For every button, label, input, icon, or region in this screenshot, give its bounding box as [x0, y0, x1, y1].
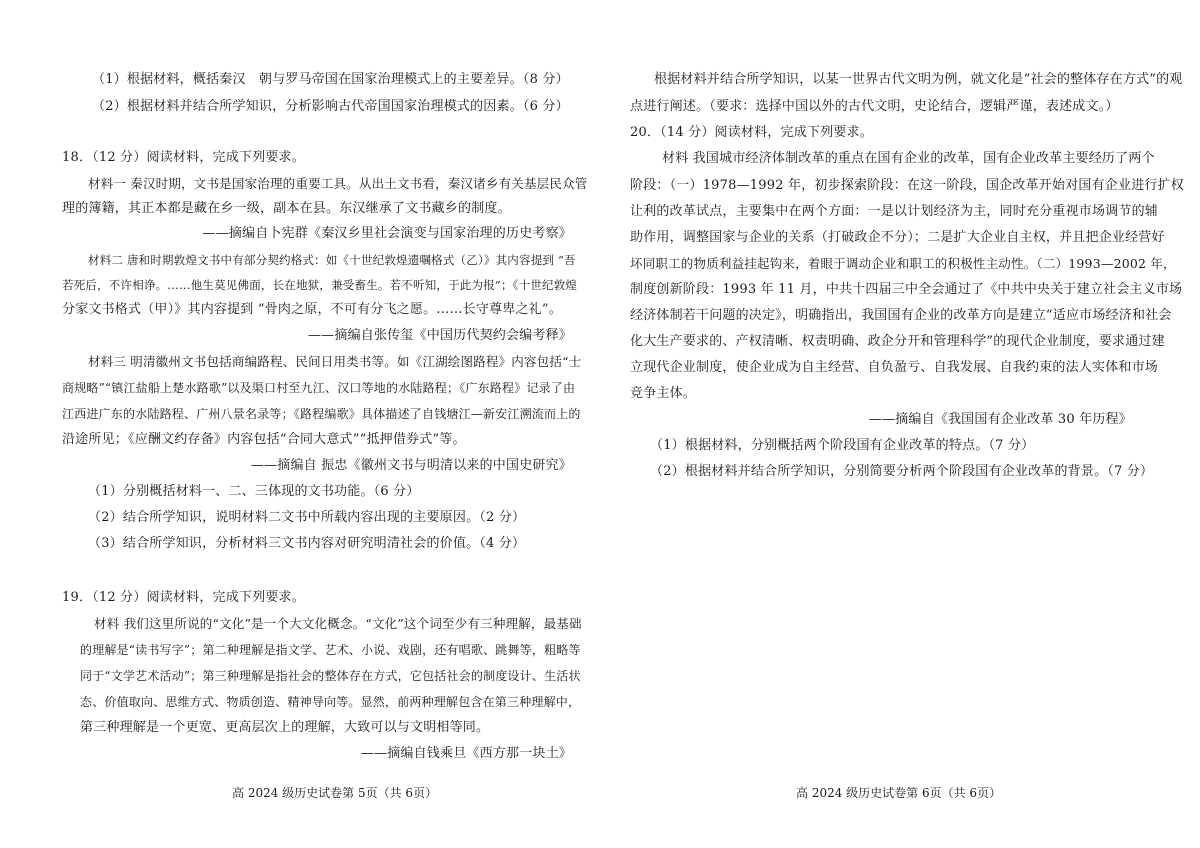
- q18-material1-source: ——摘编自卜宪群《秦汉乡里社会演变与国家治理的历史考察》: [202, 226, 572, 241]
- q20-material-line: 材料 我国城市经济体制改革的重点在国有企业的改革，国有企业改革主要经历了两个: [662, 151, 1155, 166]
- q19-material-line: 材料 我们这里所说的“文化”是一个大文化概念。“文化”这个词至少有三种理解，最基础: [94, 616, 582, 631]
- q18-material1-line: 材料一 秦汉时期，文书是国家治理的重要工具。从出土文书看，秦汉诸乡有关基层民众管: [88, 176, 588, 191]
- q19-task-line: 根据材料并结合所学知识，以某一世界古代文明为例，就文化是“社会的整体存在方式”的观: [654, 72, 1183, 87]
- q18-material3-line: 材料三 明清徽州文书包括商编路程、民间日用类书等。如《江湖绘图路程》内容包括“士: [88, 354, 582, 369]
- q18-material2-line: 分家文书格式（甲）》其内容提到 “骨肉之原，不可有分飞之愿。……长守尊卑之礼”。: [62, 302, 562, 317]
- q19-material-source: ——摘编自钱乘旦《西方那一块土》: [360, 746, 572, 761]
- q19-task-line: 点进行阐述。（要求：选择中国以外的古代文明，史论结合，逻辑严谨，表述成文。）: [630, 99, 1119, 114]
- q20-material-line: 经济体制若干问题的决定》，明确指出，我国国有企业的改革方向是建立“适应市场经济和社会: [630, 308, 1172, 323]
- q18-heading: 18．（12 分）阅读材料，完成下列要求。: [62, 150, 305, 165]
- q20-material-line: 竞争主体。: [630, 386, 697, 401]
- q18-material2-source: ——摘编自张传玺《中国历代契约会编考释》: [307, 328, 572, 343]
- q20-material-source: ——摘编自《我国国有企业改革 30 年历程》: [868, 412, 1132, 427]
- page-footer: 高 2024 级历史试卷第 6页（共 6页）: [796, 786, 1002, 800]
- q18-subquestion-2: （2）结合所学知识，说明材料二文书中所载内容出现的主要原因。（2 分）: [88, 510, 526, 525]
- q18-material3-line: 沿途所见；《应酬文约存备》内容包括“合同大意式”“抵押借券式”等。: [62, 432, 466, 447]
- q19-material-line: 第三种理解是一个更宽、更高层次上的理解，大致可以与文明相等同。: [80, 720, 490, 735]
- q18-material3-line: 江西进广东的水陆路程、广州八景名录等；《路程编歌》具体描述了自钱塘江—新安江溯流而上的: [62, 407, 581, 421]
- q18-material3-source: ——摘编自 振忠《徽州文书与明清以来的中国史研究》: [250, 458, 572, 473]
- q20-subquestion-1: （1）根据材料，分别概括两个阶段国有企业改革的特点。（7 分）: [650, 438, 1035, 453]
- q20-material-line: 制度创新阶段：1993 年 11 月，中共十四届三中全会通过了《中共中央关于建立社会主义市场: [630, 282, 1183, 297]
- q20-material-line: 助作用，调整国家与企业的关系（打破政企不分）；二是扩大企业自主权，并且把企业经营好: [630, 230, 1165, 245]
- q20-material-line: 化大生产要求的、产权清晰、权责明确、政企分开和管理科学”的现代企业制度，要求通过建: [630, 334, 1165, 349]
- q18-material2-line: 材料二 唐和时期敦煌文书中有部分契约格式：如《十世纪敦煌遗嘱格式（乙）》其内容提到 “吾: [88, 253, 576, 267]
- q18-material2-line: 若死后，不许相诤。……他生莫见佛面，长在地狱，兼受畜生。若不听知，于此为报”；《十世纪敦煌: [62, 278, 578, 292]
- q18-material1-line: 理的簿籍，其正本都是藏在乡一级，副本在县。东汉继承了文书藏乡的制度。: [62, 201, 511, 216]
- q19-material-line: 的理解是“读书写字”；第二种理解是指文学、艺术、小说、戏剧，还有唱歌、跳舞等，粗略等: [80, 643, 581, 657]
- page-footer: 高 2024 级历史试卷第 5页（共 6页）: [232, 786, 438, 800]
- q20-material-line: 坏同职工的物质利益挂起钩来，着眼于调动企业和职工的积极性主动性。（二）1993—2002 年，: [630, 256, 1176, 271]
- q20-heading: 20．（14 分）阅读材料，完成下列要求。: [630, 125, 873, 140]
- q20-material-line: 阶段：（一）1978—1992 年，初步探索阶段：在这一阶段，国企改革开始对国有企业进行扩权: [630, 178, 1185, 193]
- q18-subquestion-3: （3）结合所学知识，分析材料三文书内容对研究明清社会的价值。（4 分）: [88, 536, 526, 551]
- q18-material3-line: 商规略”“镇江盐船上楚水路歌”以及渠口村至九江、汉口等地的水陆路程；《广东路程》记录了由: [62, 381, 576, 395]
- q19-material-line: 态、价值取向、思维方式、物质创造、精神导向等。显然，前两种理解包含在第三种理解中，: [80, 695, 581, 709]
- q17-subquestion-2: （2）根据材料并结合所学知识，分析影响古代帝国国家治理模式的因素。（6 分）: [92, 99, 569, 114]
- q19-material-line: 同于“文学艺术活动”；第三种理解是指社会的整体存在方式，它包括社会的制度设计、生活状: [80, 669, 581, 683]
- q20-material-line: 立现代企业制度，使企业成为自主经营、自负盈亏、自我发展、自我约束的法人实体和市场: [630, 360, 1159, 375]
- q18-subquestion-1: （1）分别概括材料一、二、三体现的文书功能。（6 分）: [88, 484, 420, 499]
- q20-material-line: 让利的改革试点，主要集中在两个方面：一是以计划经济为主，同时充分重视市场调节的辅: [630, 204, 1159, 219]
- q17-subquestion-1: （1）根据材料，概括秦汉 朝与罗马帝国在国家治理模式上的主要差异。（8 分）: [92, 72, 569, 87]
- q20-subquestion-2: （2）根据材料并结合所学知识，分别简要分析两个阶段国有企业改革的背景。（7 分）: [650, 464, 1154, 479]
- q19-heading: 19．（12 分）阅读材料，完成下列要求。: [62, 590, 305, 605]
